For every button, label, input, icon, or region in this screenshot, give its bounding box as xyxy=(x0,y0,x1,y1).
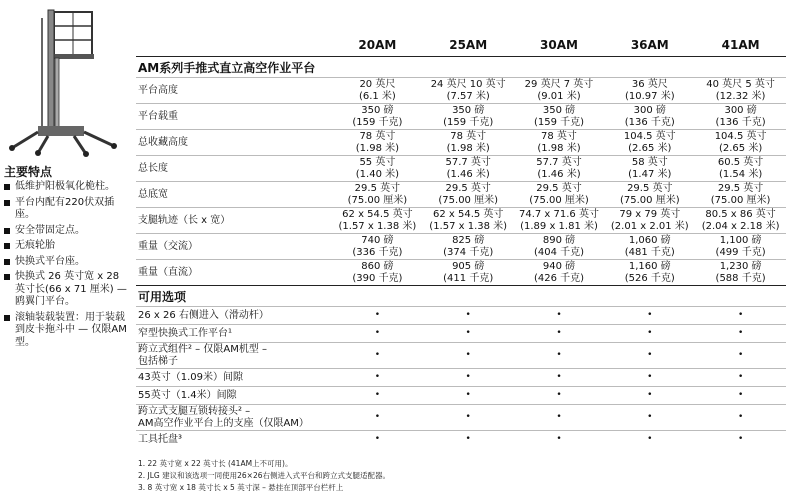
features-title: 主要特点 xyxy=(4,165,53,179)
spec-value xyxy=(423,130,514,156)
spec-value-line: 1,230 磅 xyxy=(719,261,762,272)
spec-value-line: 74.7 x 71.6 英寸 xyxy=(518,209,599,220)
option-availability-dot: • xyxy=(604,405,695,431)
spec-value-line: (374 千克) xyxy=(443,246,494,258)
option-label-line: 43英寸（1.09米）间隙 xyxy=(138,371,243,383)
spec-value xyxy=(423,234,514,260)
spec-label: 平台高度 xyxy=(136,78,332,104)
spec-value-line: 29.5 英寸 xyxy=(354,183,401,194)
option-row xyxy=(136,431,786,449)
option-row xyxy=(136,325,786,343)
model-header: 20AM xyxy=(358,38,397,53)
spec-value-line: 29.5 英寸 xyxy=(536,183,582,194)
option-availability-dot: • xyxy=(695,387,786,405)
spec-value xyxy=(514,156,605,182)
spec-value xyxy=(514,208,605,234)
spec-value-line: 29.5 英寸 xyxy=(627,183,673,194)
spec-row xyxy=(136,104,786,130)
spec-value-line: (2.04 x 2.18 米) xyxy=(701,220,780,232)
spec-value-line: (1.54 米) xyxy=(718,168,763,180)
spec-value xyxy=(695,78,786,104)
option-availability-dot: • xyxy=(695,325,786,343)
option-availability-dot: • xyxy=(695,405,786,431)
spec-value-line: (1.57 x 1.38 米) xyxy=(338,220,417,232)
spec-value-line: (159 千克) xyxy=(533,116,585,128)
spec-value xyxy=(423,208,514,234)
footnote: 1. 22 英寸宽 x 22 英寸长 (41AM上不可用)。 xyxy=(138,459,293,468)
features-list xyxy=(4,181,132,352)
spec-value-line: (75.00 厘米) xyxy=(619,194,680,206)
option-availability-dot: • xyxy=(332,387,423,405)
spec-row xyxy=(136,156,786,182)
spec-value-line: 29.5 英寸 xyxy=(717,183,764,194)
spec-value-line: 350 磅 xyxy=(452,105,485,116)
spec-value xyxy=(604,104,695,130)
spec-value xyxy=(332,208,423,234)
spec-value xyxy=(604,182,695,208)
option-availability-dot: • xyxy=(604,307,695,325)
spec-value-line: (390 千克) xyxy=(352,272,403,284)
spec-value-line: (426 千克) xyxy=(533,272,585,284)
model-header: 25AM xyxy=(449,38,488,53)
spec-value-line: 78 英寸 xyxy=(359,131,396,142)
option-availability-dot: • xyxy=(332,325,423,343)
spec-value xyxy=(514,234,605,260)
spec-row xyxy=(136,234,786,260)
spec-value-line: 58 英寸 xyxy=(631,157,668,168)
spec-label: 总长度 xyxy=(136,156,332,182)
option-row xyxy=(136,405,786,431)
option-availability-dot: • xyxy=(332,405,423,431)
spec-value xyxy=(695,260,786,286)
model-header: 30AM xyxy=(540,38,578,53)
spec-value-line: 300 磅 xyxy=(633,105,666,116)
spec-value-line: (136 千克) xyxy=(624,116,675,128)
option-availability-dot: • xyxy=(695,431,786,449)
option-label xyxy=(136,343,332,369)
spec-row xyxy=(136,182,786,208)
spec-label: 平台载重 xyxy=(136,104,332,130)
spec-value xyxy=(695,234,786,260)
spec-value xyxy=(604,260,695,286)
spec-value-line: 40 英尺 5 英寸 xyxy=(706,79,775,90)
spec-value-line: (2.65 米) xyxy=(718,142,763,154)
spec-value-line: 350 磅 xyxy=(542,105,576,116)
spec-value-line: (526 千克) xyxy=(624,272,675,284)
option-label-line: 窄型快换式工作平台¹ xyxy=(138,327,233,339)
spec-value-line: (336 千克) xyxy=(352,246,403,258)
spec-value xyxy=(604,156,695,182)
spec-value-line: 62 x 54.5 英寸 xyxy=(342,209,413,220)
model-header: 41AM xyxy=(721,38,760,53)
spec-row xyxy=(136,208,786,234)
spec-value xyxy=(604,234,695,260)
option-label xyxy=(136,325,332,343)
spec-value-line: (75.00 厘米) xyxy=(529,194,589,206)
option-label-line: 工具托盘³ xyxy=(138,433,183,445)
spec-value-line: (159 千克) xyxy=(352,116,403,128)
spec-value-line: 860 磅 xyxy=(361,261,394,272)
spec-value-line: 740 磅 xyxy=(361,235,394,246)
left-panel xyxy=(0,0,135,496)
option-label xyxy=(136,431,332,449)
option-row xyxy=(136,343,786,369)
option-label-line: 26 x 26 右侧进入（滑动杆） xyxy=(138,309,269,321)
option-availability-dot: • xyxy=(332,369,423,387)
option-label xyxy=(136,405,332,431)
option-label-line: 55英寸（1.4米）间隙 xyxy=(138,389,237,401)
spec-value-line: 940 磅 xyxy=(542,261,576,272)
option-row xyxy=(136,387,786,405)
spec-value xyxy=(423,156,514,182)
spec-value-line: (9.01 米) xyxy=(537,90,581,102)
spec-value-line: 350 磅 xyxy=(361,105,394,116)
spec-table xyxy=(136,36,786,448)
option-label-line: 包括梯子 xyxy=(138,355,178,367)
spec-value-line: (1.47 米) xyxy=(628,168,672,180)
spec-value-line: 36 英尺 xyxy=(631,79,668,90)
spec-value-line: (1.46 米) xyxy=(446,168,490,180)
spec-label: 重量（交流） xyxy=(136,234,332,260)
spec-value-line: 78 英寸 xyxy=(450,131,487,142)
option-availability-dot: • xyxy=(423,369,514,387)
spec-label: 支腿轨迹（长 x 宽） xyxy=(136,208,332,234)
option-availability-dot: • xyxy=(604,325,695,343)
spec-value xyxy=(332,260,423,286)
spec-value-line: (2.65 米) xyxy=(628,142,672,154)
option-label-line: 跨立式组件² – 仅限AM机型 – xyxy=(138,343,268,355)
option-availability-dot: • xyxy=(514,369,605,387)
feature-item: 快换式 26 英寸宽 x 28 英寸长(66 x 71 厘米) — 鸥翼门平台。 xyxy=(4,271,132,309)
option-availability-dot: • xyxy=(423,431,514,449)
spec-value-line: 55 英寸 xyxy=(359,157,396,168)
option-availability-dot: • xyxy=(604,431,695,449)
spec-value-line: 29 英尺 7 英寸 xyxy=(524,79,594,90)
option-availability-dot: • xyxy=(332,431,423,449)
spec-value-line: 300 磅 xyxy=(724,105,757,116)
spec-value xyxy=(332,156,423,182)
spec-value-line: (10.97 米) xyxy=(624,90,675,102)
feature-item: 快换式平台座。 xyxy=(4,256,132,269)
option-availability-dot: • xyxy=(695,307,786,325)
option-label xyxy=(136,307,332,325)
option-availability-dot: • xyxy=(423,307,514,325)
spec-value-line: 57.7 英寸 xyxy=(536,157,582,168)
spec-value xyxy=(695,182,786,208)
option-availability-dot: • xyxy=(514,405,605,431)
option-availability-dot: • xyxy=(604,387,695,405)
feature-item: 低维护阳极氧化桅柱。 xyxy=(4,181,132,194)
lift-illustration xyxy=(8,8,118,158)
footnote: 3. 8 英寸宽 x 18 英寸长 x 5 英寸深 – 悬挂在顶部平台栏杆上 xyxy=(138,483,344,492)
spec-value xyxy=(514,260,605,286)
option-label-line: 跨立式支腿互锁转接头² – xyxy=(138,405,251,417)
option-availability-dot: • xyxy=(514,343,605,369)
spec-value-line: (75.00 厘米) xyxy=(347,194,408,206)
spec-value-line: (12.32 米) xyxy=(715,90,766,102)
spec-value xyxy=(423,78,514,104)
spec-value-line: 1,060 磅 xyxy=(628,235,671,246)
spec-value-line: 905 磅 xyxy=(452,261,485,272)
spec-value-line: 60.5 英寸 xyxy=(717,157,764,168)
spec-value xyxy=(514,78,605,104)
feature-item: 平台内配有220伏双插座。 xyxy=(4,197,132,222)
spec-value xyxy=(332,104,423,130)
spec-value-line: (1.89 x 1.81 米) xyxy=(520,220,598,232)
spec-value-line: (588 千克) xyxy=(715,272,766,284)
spec-value-line: 104.5 英寸 xyxy=(714,131,767,142)
model-header-row xyxy=(136,36,786,57)
spec-row xyxy=(136,130,786,156)
spec-value-line: (1.57 x 1.38 米) xyxy=(429,220,508,232)
spec-value-line: (75.00 厘米) xyxy=(710,194,771,206)
spec-section-row xyxy=(136,57,786,78)
spec-value-line: (159 千克) xyxy=(443,116,494,128)
spec-value xyxy=(695,130,786,156)
spec-value-line: 1,100 磅 xyxy=(719,235,762,246)
spec-value xyxy=(423,104,514,130)
spec-section-title: AM系列手推式直立高空作业平台 xyxy=(136,57,786,78)
spec-value xyxy=(332,234,423,260)
option-availability-dot: • xyxy=(423,343,514,369)
spec-value-line: 104.5 英寸 xyxy=(623,131,676,142)
spec-value-line: 80.5 x 86 英寸 xyxy=(705,209,776,220)
spec-value-line: (136 千克) xyxy=(715,116,766,128)
spec-value xyxy=(695,104,786,130)
footnote: 2. JLG 建议和该选项一同使用26×26右侧进入式平台和跨立式支腿适配器。 xyxy=(138,471,390,480)
spec-value-line: 29.5 英寸 xyxy=(445,183,491,194)
option-availability-dot: • xyxy=(514,387,605,405)
option-availability-dot: • xyxy=(332,343,423,369)
spec-label: 总底宽 xyxy=(136,182,332,208)
option-label xyxy=(136,369,332,387)
spec-label: 重量（直流） xyxy=(136,260,332,286)
spec-value xyxy=(514,130,605,156)
spec-value xyxy=(604,208,695,234)
spec-value xyxy=(604,78,695,104)
spec-value-line: (6.1 米) xyxy=(358,90,396,102)
spec-value xyxy=(423,182,514,208)
option-label-line: AM高空作业平台上的支座（仅限AM） xyxy=(138,417,309,429)
option-availability-dot: • xyxy=(514,325,605,343)
option-availability-dot: • xyxy=(423,325,514,343)
spec-value xyxy=(695,156,786,182)
feature-item: 滚轴装载装置：用于装载到皮卡拖斗中 — 仅限AM型。 xyxy=(4,312,132,350)
spec-value-line: 825 磅 xyxy=(452,235,485,246)
spec-row xyxy=(136,260,786,286)
option-availability-dot: • xyxy=(423,405,514,431)
spec-value-line: 890 磅 xyxy=(542,235,576,246)
spec-value-line: (404 千克) xyxy=(533,246,585,258)
option-availability-dot: • xyxy=(604,343,695,369)
option-availability-dot: • xyxy=(695,369,786,387)
option-availability-dot: • xyxy=(695,343,786,369)
option-row xyxy=(136,307,786,325)
spec-value-line: (2.01 x 2.01 米) xyxy=(610,220,689,232)
spec-value-line: 79 x 79 英寸 xyxy=(619,209,681,220)
spec-value-line: (411 千克) xyxy=(443,272,494,284)
spec-value-line: (1.98 米) xyxy=(446,142,490,154)
spec-value xyxy=(514,182,605,208)
options-section-row xyxy=(136,286,786,307)
spec-value-line: (1.40 米) xyxy=(355,168,400,180)
feature-item: 无痕轮胎 xyxy=(4,240,132,253)
spec-value xyxy=(332,78,423,104)
option-row xyxy=(136,369,786,387)
spec-value-line: 24 英尺 10 英寸 xyxy=(430,79,506,90)
spec-row xyxy=(136,78,786,104)
spec-label: 总收藏高度 xyxy=(136,130,332,156)
spec-value-line: 62 x 54.5 英寸 xyxy=(432,209,504,220)
spec-value-line: 78 英寸 xyxy=(541,131,577,142)
spec-value-line: 20 英尺 xyxy=(359,79,396,90)
spec-value-line: (1.98 米) xyxy=(355,142,400,154)
model-header: 36AM xyxy=(630,38,669,53)
spec-value-line: (1.46 米) xyxy=(537,168,581,180)
spec-value xyxy=(695,208,786,234)
spec-value-line: (499 千克) xyxy=(715,246,766,258)
option-availability-dot: • xyxy=(332,307,423,325)
spec-value xyxy=(514,104,605,130)
spec-value xyxy=(332,130,423,156)
options-section-title: 可用选项 xyxy=(136,286,786,307)
option-availability-dot: • xyxy=(604,369,695,387)
option-availability-dot: • xyxy=(423,387,514,405)
spec-value-line: 57.7 英寸 xyxy=(445,157,491,168)
footnotes xyxy=(138,458,390,494)
spec-value xyxy=(332,182,423,208)
option-availability-dot: • xyxy=(514,431,605,449)
feature-item: 安全带固定点。 xyxy=(4,225,132,238)
spec-value-line: (481 千克) xyxy=(624,246,675,258)
option-label xyxy=(136,387,332,405)
spec-value-line: (7.57 米) xyxy=(446,90,490,102)
spec-value-line: 1,160 磅 xyxy=(628,261,671,272)
spec-value-line: (1.98 米) xyxy=(537,142,581,154)
option-availability-dot: • xyxy=(514,307,605,325)
spec-value xyxy=(423,260,514,286)
spec-value-line: (75.00 厘米) xyxy=(438,194,498,206)
spec-value xyxy=(604,130,695,156)
